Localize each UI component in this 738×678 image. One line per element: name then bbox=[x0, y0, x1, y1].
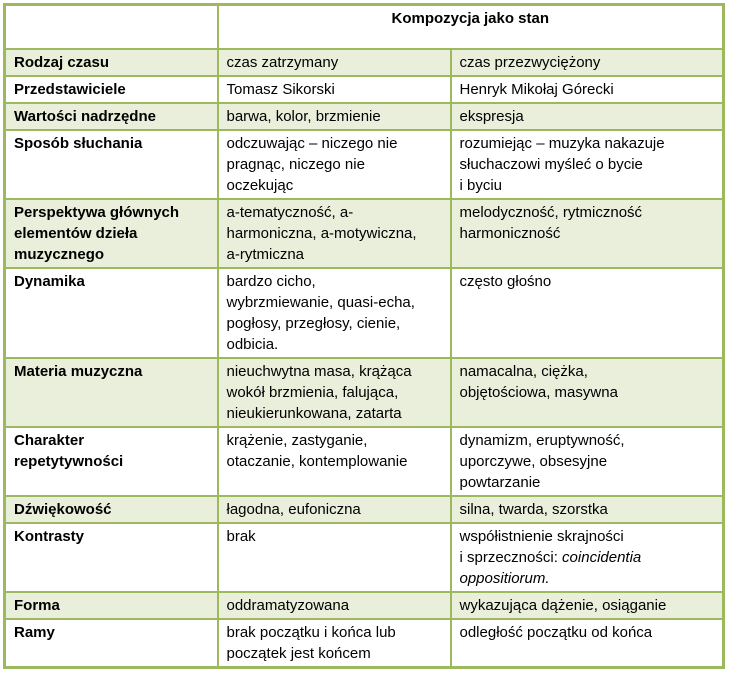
table-row bbox=[5, 358, 724, 427]
row-label: Forma bbox=[5, 592, 218, 619]
table-row bbox=[5, 496, 724, 523]
row-label: Dźwiękowość bbox=[5, 496, 218, 523]
row-label: Ramy bbox=[5, 619, 218, 668]
header-corner-cell bbox=[5, 5, 218, 50]
table-cell: namacalna, ciężka, objętościowa, masywna bbox=[451, 358, 724, 427]
table-row bbox=[5, 592, 724, 619]
row-label: Sposób słuchania bbox=[5, 130, 218, 199]
table-row bbox=[5, 268, 724, 358]
latin-phrase: coincidentia oppositiorum. bbox=[459, 549, 642, 587]
table-row bbox=[5, 523, 724, 592]
table-row bbox=[5, 427, 724, 496]
table-cell: ekspresja bbox=[451, 103, 724, 130]
table-cell: brak początku i końca lub początek jest końcem bbox=[218, 619, 451, 668]
table-body bbox=[5, 49, 724, 668]
row-label: Wartości nadrzędne bbox=[5, 103, 218, 130]
table-row bbox=[5, 199, 724, 268]
table-row bbox=[5, 76, 724, 103]
table-cell: bardzo cicho, wybrzmiewanie, quasi-echa, pogłosy, przegłosy, cienie, odbicia. bbox=[218, 268, 451, 358]
table-cell: silna, twarda, szorstka bbox=[451, 496, 724, 523]
row-label: Dynamika bbox=[5, 268, 218, 358]
table-row bbox=[5, 49, 724, 76]
row-label: Perspektywa głównych elementów dzieła muzycznego bbox=[5, 199, 218, 268]
table-title: Kompozycja jako stan bbox=[218, 5, 724, 50]
row-label: Charakter repetytywności bbox=[5, 427, 218, 496]
table-cell: rozumiejąc – muzyka nakazuje słuchaczowi myśleć o bycie i byciu bbox=[451, 130, 724, 199]
row-label: Przedstawiciele bbox=[5, 76, 218, 103]
table-cell: Tomasz Sikorski bbox=[218, 76, 451, 103]
table-cell: czas przezwyciężony bbox=[451, 49, 724, 76]
table-cell: czas zatrzymany bbox=[218, 49, 451, 76]
table-cell: wykazująca dążenie, osiąganie bbox=[451, 592, 724, 619]
table-row bbox=[5, 130, 724, 199]
row-label: Kontrasty bbox=[5, 523, 218, 592]
row-label: Materia muzyczna bbox=[5, 358, 218, 427]
table-cell: a-tematyczność, a- harmoniczna, a-motywiczna, a-rytmiczna bbox=[218, 199, 451, 268]
table-cell: współistnienie skrajności i sprzeczności: coincidentia oppositiorum. bbox=[451, 523, 724, 592]
table-row bbox=[5, 103, 724, 130]
table-header-row bbox=[5, 5, 724, 50]
table-cell: odczuwając – niczego nie pragnąc, niczego nie oczekując bbox=[218, 130, 451, 199]
row-label: Rodzaj czasu bbox=[5, 49, 218, 76]
table-cell: dynamizm, eruptywność, uporczywe, obsesyjne powtarzanie bbox=[451, 427, 724, 496]
table-row bbox=[5, 619, 724, 668]
table-cell: melodyczność, rytmiczność harmoniczność bbox=[451, 199, 724, 268]
table-cell: krążenie, zastyganie, otaczanie, kontemplowanie bbox=[218, 427, 451, 496]
table-cell: brak bbox=[218, 523, 451, 592]
table-cell: barwa, kolor, brzmienie bbox=[218, 103, 451, 130]
comparison-table bbox=[3, 3, 725, 669]
table-cell: oddramatyzowana bbox=[218, 592, 451, 619]
table-cell: nieuchwytna masa, krążąca wokół brzmienia, falująca, nieukierunkowana, zatarta bbox=[218, 358, 451, 427]
table-cell: łagodna, eufoniczna bbox=[218, 496, 451, 523]
table-cell: Henryk Mikołaj Górecki bbox=[451, 76, 724, 103]
table-cell: odległość początku od końca bbox=[451, 619, 724, 668]
table-cell: często głośno bbox=[451, 268, 724, 358]
